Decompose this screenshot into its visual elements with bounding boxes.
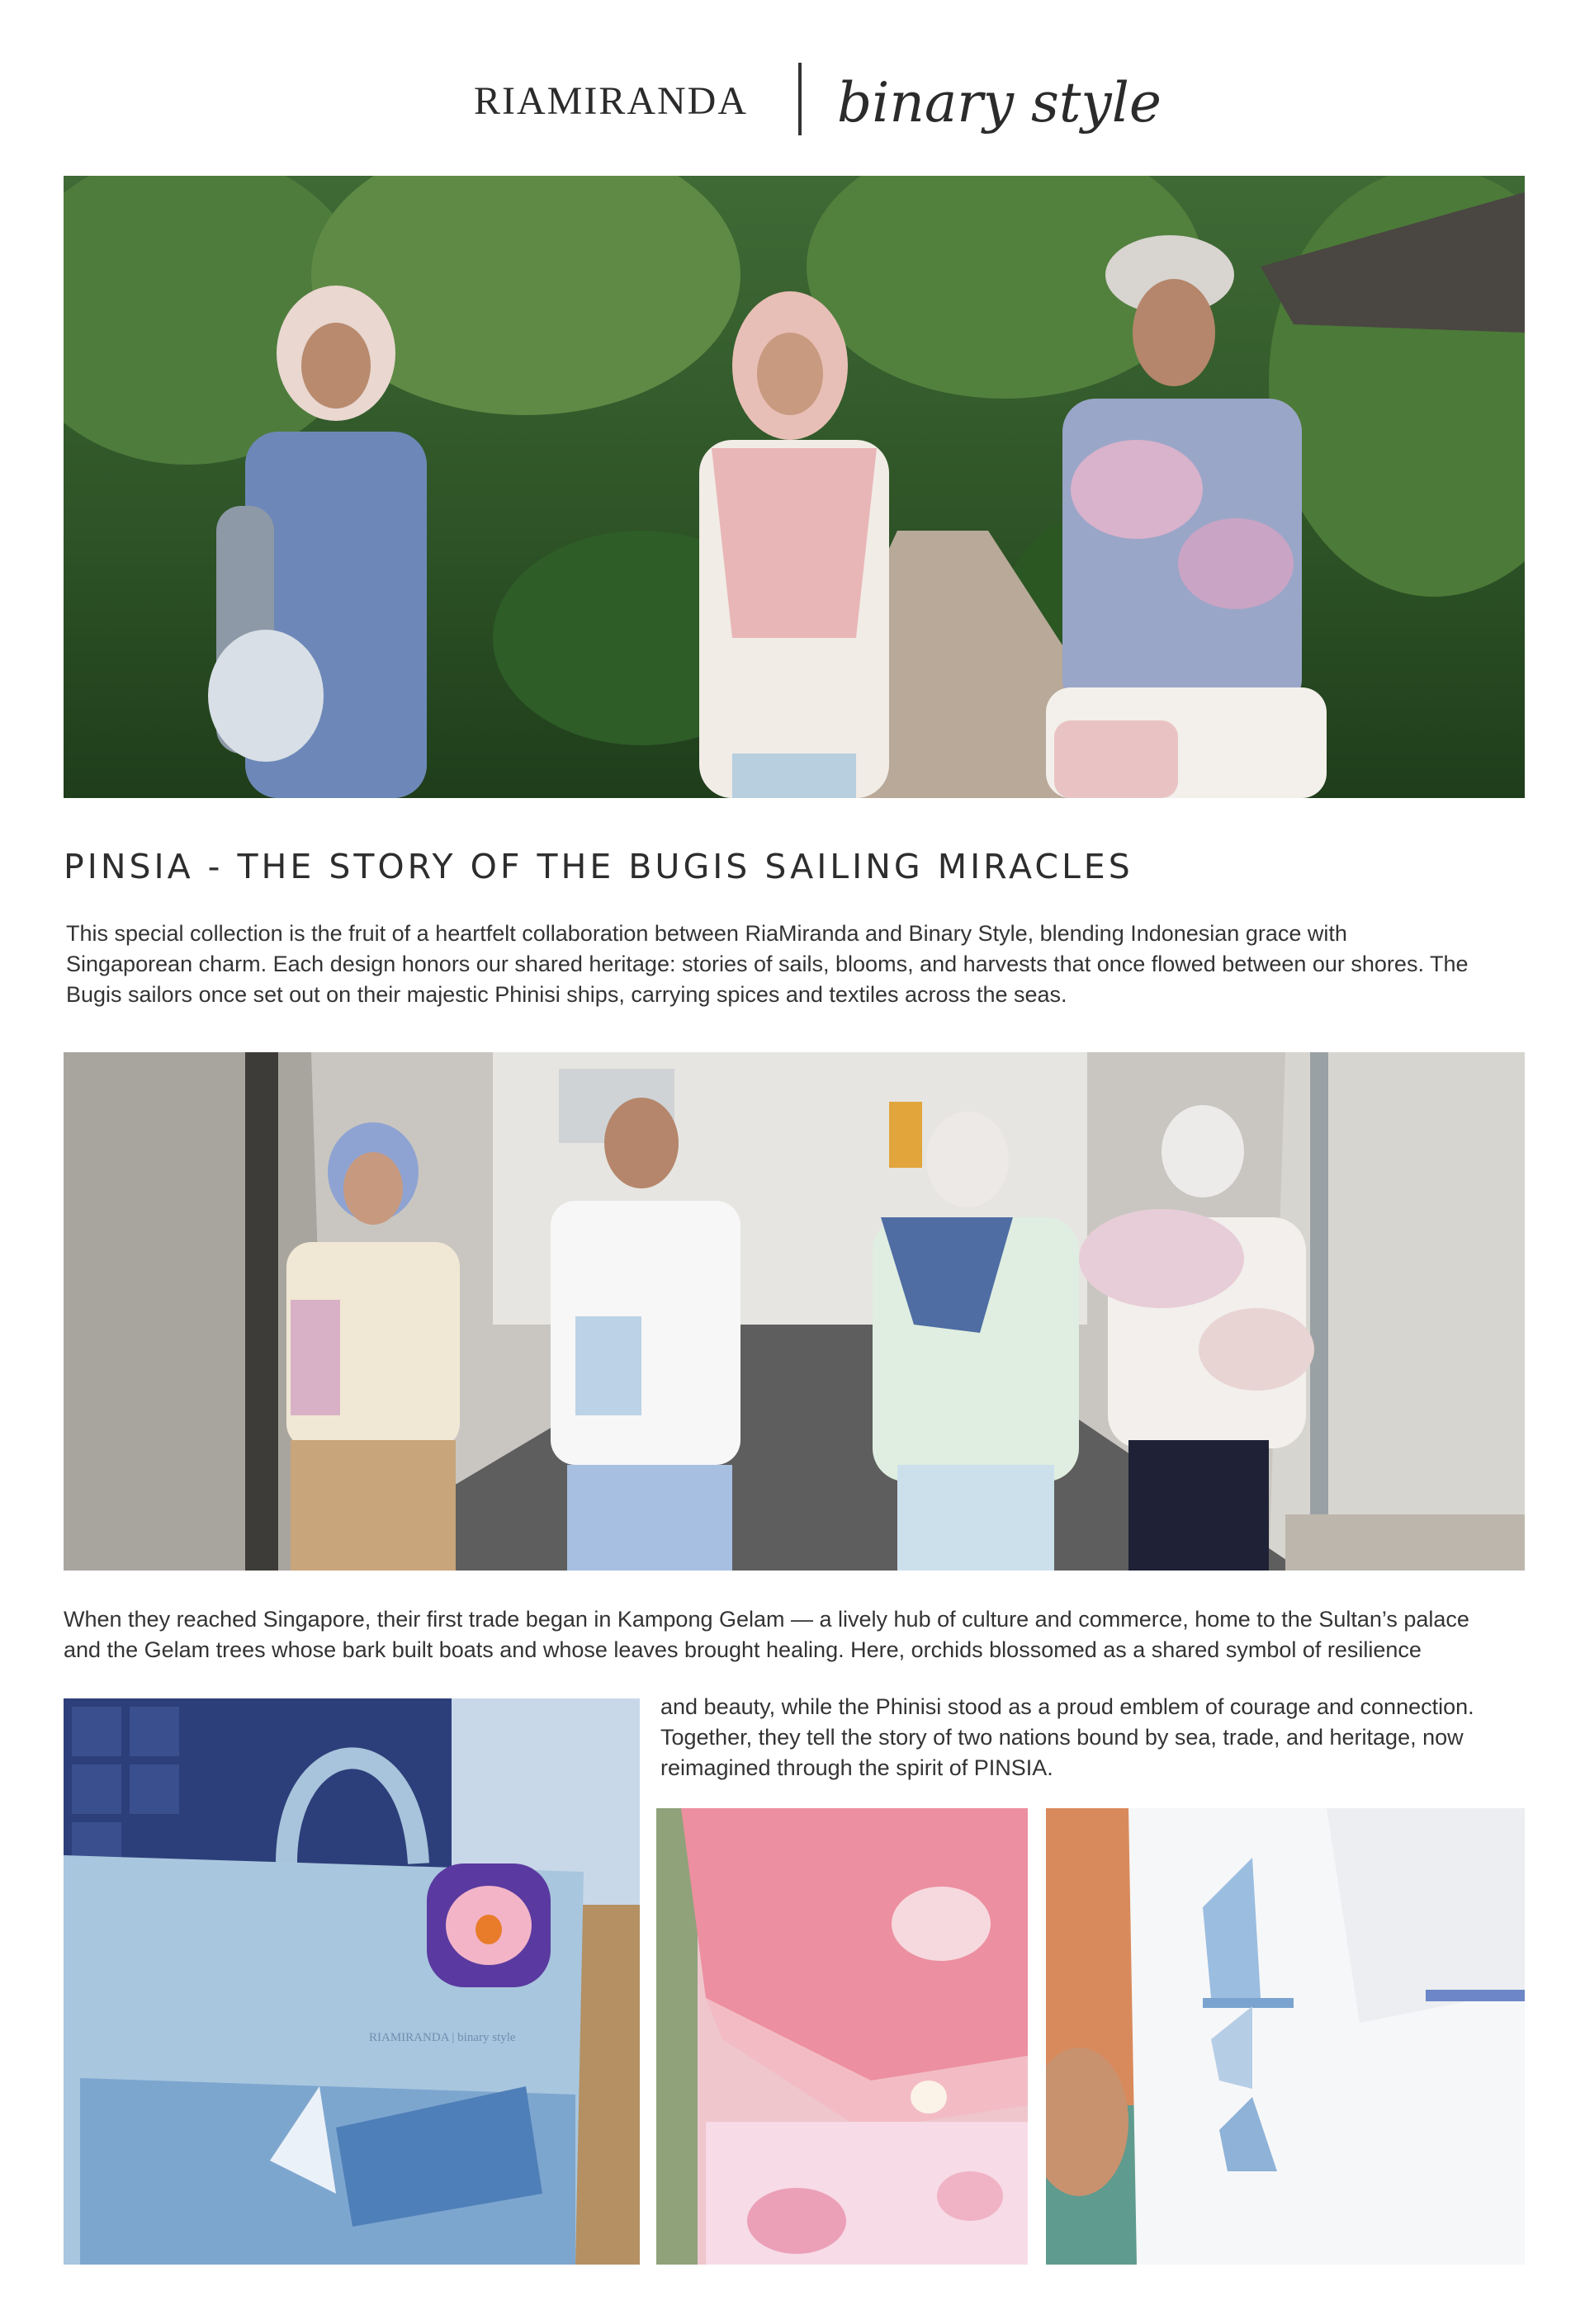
street-photo (64, 1052, 1525, 1571)
closing-line: and beauty, while the Phinisi stood as a proud emblem of courage and connection. (660, 1694, 1474, 1719)
hero-photo (64, 176, 1525, 798)
closing-paragraph (660, 1692, 1525, 1783)
article-headline: PINSIA - THE STORY OF THE BUGIS SAILING MIRACLES (64, 847, 1133, 886)
bag-print-text: RIAMIRANDA | binary style (369, 2031, 516, 2044)
binary-style-logo: binary style (837, 71, 1162, 135)
body-paragraph (64, 1604, 1525, 1665)
intro-line: Bugis sailors once set out on their majestic Phinisi ships, carrying spices and textiles across the seas. (66, 982, 1067, 1007)
intro-line: This special collection is the fruit of a heartfelt collaboration between RiaMiranda and Binary Style, blending Indonesian grace with (66, 921, 1347, 946)
riamiranda-logo: RIAMIRANDA (474, 79, 748, 123)
body-line: When they reached Singapore, their first trade began in Kampong Gelam — a lively hub of culture and commerce, home to the Sultan’s palace (64, 1607, 1469, 1632)
body-line: and the Gelam trees whose bark built boats and whose leaves brought healing. Here, orchids blossomed as a shared symbol of resilience (64, 1637, 1422, 1662)
shirt-closeup-photo (1046, 1808, 1525, 2265)
intro-line: Singaporean charm. Each design honors our shared heritage: stories of sails, blooms, and harvests that once flowed between our shores. The (66, 952, 1469, 976)
logo-divider (798, 63, 802, 135)
closing-line: Together, they tell the story of two nations bound by sea, trade, and heritage, now (660, 1725, 1464, 1750)
tote-bag-photo (64, 1698, 640, 2265)
scarf-closeup-photo (656, 1808, 1028, 2265)
closing-line: reimagined through the spirit of PINSIA. (660, 1755, 1053, 1780)
intro-paragraph (66, 919, 1522, 1010)
